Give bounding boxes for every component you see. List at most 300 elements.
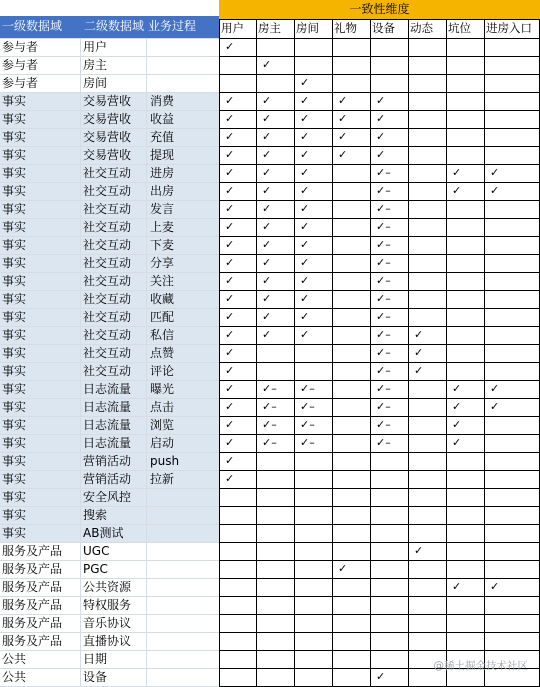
dim-mark (408, 38, 446, 56)
dim-mark (219, 56, 256, 74)
dim-mark (446, 200, 484, 218)
dim-mark (370, 614, 408, 632)
row-level1: 事实 (2, 112, 27, 126)
dim-mark (484, 416, 540, 434)
dim-mark: ✓– (376, 166, 391, 179)
dim-mark: ✓ (490, 184, 500, 197)
left-gridline (0, 578, 219, 579)
row-level2: 社交互动 (83, 292, 132, 306)
row-level2: 社交互动 (83, 238, 132, 252)
left-gridline (0, 56, 219, 57)
row-level2: PGC (83, 562, 108, 576)
dim-mark (446, 110, 484, 128)
left-gridline (0, 416, 219, 417)
dim-mark: ✓ (452, 418, 462, 431)
dim-mark: ✓– (376, 292, 391, 305)
dim-mark (219, 524, 256, 542)
dim-mark: ✓ (262, 256, 272, 269)
dim-mark (484, 470, 540, 488)
dim-mark (484, 434, 540, 452)
row-level1: 服务及产品 (2, 598, 63, 612)
dim-mark (294, 38, 332, 56)
row-level2: 用户 (83, 40, 108, 54)
dim-mark (219, 614, 256, 632)
row-level1: 事实 (2, 130, 27, 144)
dim-mark (408, 506, 446, 524)
dim-mark: ✓ (225, 148, 235, 161)
dim-mark (332, 74, 370, 92)
dim-mark (408, 272, 446, 290)
dim-mark: ✓ (262, 112, 272, 125)
dim-mark (484, 344, 540, 362)
row-level1: 事实 (2, 436, 27, 450)
dim-mark (446, 452, 484, 470)
left-header-band (0, 0, 219, 16)
row-level1: 事实 (2, 490, 27, 504)
row-process: 下麦 (150, 238, 175, 252)
row-level1: 服务及产品 (2, 544, 63, 558)
watermark: @稀土掘金技术社区 (433, 660, 528, 672)
row-level2: 社交互动 (83, 256, 132, 270)
row-level1: 服务及产品 (2, 580, 63, 594)
dim-mark (332, 290, 370, 308)
dim-header: 动态 (410, 21, 433, 35)
grid-hline (219, 308, 540, 309)
dim-mark (370, 596, 408, 614)
dim-mark (370, 632, 408, 650)
dim-mark: ✓ (225, 292, 235, 305)
dim-mark (446, 326, 484, 344)
left-gridline (0, 470, 219, 471)
grid-hline (219, 632, 540, 633)
dim-mark: ✓ (262, 238, 272, 251)
dim-mark (484, 488, 540, 506)
row-level2: 音乐协议 (83, 616, 132, 630)
dim-mark (408, 380, 446, 398)
row-process: 发言 (150, 202, 175, 216)
dim-mark (256, 452, 294, 470)
dim-mark (332, 434, 370, 452)
left-gridline (0, 614, 219, 615)
left-gridline (0, 290, 219, 291)
left-gridline (0, 542, 219, 543)
dim-mark: ✓– (376, 184, 391, 197)
dim-mark (294, 632, 332, 650)
left-gridline (0, 506, 219, 507)
dim-mark (408, 182, 446, 200)
dim-mark (484, 560, 540, 578)
dim-mark: ✓ (225, 328, 235, 341)
row-level1: 事实 (2, 94, 27, 108)
dim-header: 房间 (296, 21, 319, 35)
left-vline (146, 38, 147, 686)
row-process: 收藏 (150, 292, 175, 306)
row-level1: 事实 (2, 400, 27, 414)
dim-mark: ✓ (225, 310, 235, 323)
row-process (146, 596, 219, 614)
left-gridline (0, 650, 219, 651)
dim-mark: ✓ (300, 184, 310, 197)
dim-mark: ✓ (262, 310, 272, 323)
grid-hline (219, 164, 540, 165)
row-level1: 事实 (2, 274, 27, 288)
left-gridline (0, 380, 219, 381)
dim-mark (484, 614, 540, 632)
left-gridline (0, 434, 219, 435)
dim-mark (332, 452, 370, 470)
dim-mark (370, 488, 408, 506)
left-gridline (0, 218, 219, 219)
dim-mark (446, 596, 484, 614)
row-level1: 参与者 (2, 58, 39, 72)
dim-mark (370, 506, 408, 524)
dim-mark: ✓– (376, 328, 391, 341)
dim-mark: ✓ (376, 112, 386, 125)
row-level2: 社交互动 (83, 346, 132, 360)
left-gridline (0, 326, 219, 327)
left-gridline (0, 668, 219, 669)
header-col2: 二级数据域 (84, 19, 145, 33)
dim-mark (219, 632, 256, 650)
dim-mark: ✓ (225, 274, 235, 287)
dim-mark (256, 632, 294, 650)
dim-mark (446, 92, 484, 110)
dim-mark (408, 164, 446, 182)
dim-mark (256, 470, 294, 488)
dim-mark (408, 632, 446, 650)
dim-mark: ✓– (376, 220, 391, 233)
dim-mark (408, 488, 446, 506)
dim-mark: ✓ (414, 544, 424, 557)
left-gridline (0, 632, 219, 633)
dim-mark: ✓ (338, 94, 348, 107)
header-col3: 业务过程 (148, 19, 197, 33)
dim-mark: ✓ (225, 130, 235, 143)
dim-mark (484, 200, 540, 218)
dim-mark: ✓ (300, 130, 310, 143)
grid-hline (219, 578, 540, 579)
row-level1: 事实 (2, 256, 27, 270)
dim-mark (484, 308, 540, 326)
row-level1: 事实 (2, 418, 27, 432)
dim-mark (446, 290, 484, 308)
dim-mark: ✓– (376, 346, 391, 359)
grid-hline (219, 650, 540, 651)
row-process: 曝光 (150, 382, 175, 396)
left-gridline (0, 200, 219, 201)
dim-mark (408, 290, 446, 308)
dim-mark: ✓– (262, 436, 277, 449)
dim-mark: ✓– (300, 382, 315, 395)
dim-mark: ✓ (225, 364, 235, 377)
row-level1: 公共 (2, 652, 27, 666)
dim-mark: ✓ (300, 292, 310, 305)
dim-mark: ✓ (262, 94, 272, 107)
dim-mark (332, 272, 370, 290)
dim-mark (256, 542, 294, 560)
row-process: 关注 (150, 274, 175, 288)
dim-mark: ✓ (225, 454, 235, 467)
dim-mark (294, 560, 332, 578)
dim-mark (484, 542, 540, 560)
dim-mark (256, 488, 294, 506)
dim-mark: ✓ (452, 436, 462, 449)
dim-mark (446, 38, 484, 56)
dim-mark (256, 578, 294, 596)
left-gridline (0, 74, 219, 75)
left-gridline (0, 272, 219, 273)
dim-mark (332, 380, 370, 398)
dim-mark (484, 524, 540, 542)
grid-vline (408, 19, 409, 686)
dim-mark: ✓– (376, 202, 391, 215)
dim-mark (408, 236, 446, 254)
dim-mark: ✓– (376, 238, 391, 251)
left-gridline (0, 362, 219, 363)
row-level1: 事实 (2, 328, 27, 342)
dim-mark: ✓ (452, 580, 462, 593)
dim-mark (256, 650, 294, 668)
row-process (146, 632, 219, 650)
row-process: 点赞 (150, 346, 175, 360)
row-level2: 交易营收 (83, 112, 132, 126)
grid-hline (219, 524, 540, 525)
dim-mark: ✓– (376, 310, 391, 323)
row-level1: 事实 (2, 364, 27, 378)
dim-mark (408, 92, 446, 110)
grid-vline (484, 19, 485, 686)
row-process (146, 650, 219, 668)
row-process (146, 74, 219, 92)
dim-header: 房主 (258, 21, 281, 35)
row-process: 分享 (150, 256, 175, 270)
row-process: 拉新 (150, 472, 175, 486)
dim-mark (332, 470, 370, 488)
dim-mark (408, 452, 446, 470)
dim-mark: ✓ (452, 382, 462, 395)
left-gridline (0, 344, 219, 345)
grid-vline (294, 19, 295, 686)
row-process (146, 506, 219, 524)
dim-mark (408, 596, 446, 614)
dim-mark: ✓ (262, 220, 272, 233)
row-level2: 日志流量 (83, 436, 132, 450)
left-gridline (0, 146, 219, 147)
row-level1: 事实 (2, 148, 27, 162)
grid-hline (219, 596, 540, 597)
left-gridline (0, 308, 219, 309)
row-process: 评论 (150, 364, 175, 378)
dim-mark: ✓ (300, 238, 310, 251)
dim-mark (332, 362, 370, 380)
row-level1: 事实 (2, 472, 27, 486)
dim-mark (219, 650, 256, 668)
dim-mark: ✓ (300, 256, 310, 269)
row-level2: 公共资源 (83, 580, 132, 594)
left-gridline (0, 128, 219, 129)
dim-mark: ✓– (262, 382, 277, 395)
dim-mark (332, 578, 370, 596)
dim-mark (219, 506, 256, 524)
dim-mark (370, 524, 408, 542)
row-level1: 事实 (2, 382, 27, 396)
dim-mark (294, 614, 332, 632)
dim-mark: ✓ (225, 166, 235, 179)
dim-mark: ✓ (225, 400, 235, 413)
dim-mark: ✓ (225, 112, 235, 125)
dim-mark: ✓ (262, 166, 272, 179)
dim-mark: ✓ (225, 346, 235, 359)
dim-mark: ✓– (262, 400, 277, 413)
grid-hline (219, 182, 540, 183)
dim-mark: ✓– (300, 400, 315, 413)
row-level1: 参与者 (2, 40, 39, 54)
row-level2: UGC (83, 544, 110, 558)
row-process: 点击 (150, 400, 175, 414)
dim-mark: ✓ (300, 220, 310, 233)
row-level1: 事实 (2, 508, 27, 522)
dim-mark (219, 74, 256, 92)
dim-mark (294, 362, 332, 380)
left-gridline (0, 398, 219, 399)
row-process (146, 578, 219, 596)
row-level1: 服务及产品 (2, 634, 63, 648)
dim-mark (332, 164, 370, 182)
row-level1: 服务及产品 (2, 616, 63, 630)
dim-mark: ✓ (338, 112, 348, 125)
dim-mark (446, 254, 484, 272)
dim-mark (408, 578, 446, 596)
dim-mark (294, 56, 332, 74)
grid-hline (219, 146, 540, 147)
row-process: 提现 (150, 148, 175, 162)
row-level2: 社交互动 (83, 220, 132, 234)
dim-mark (332, 596, 370, 614)
dim-mark (332, 488, 370, 506)
dim-mark: ✓ (225, 220, 235, 233)
dim-mark: ✓ (225, 256, 235, 269)
grid-hline (219, 272, 540, 273)
row-process: 消费 (150, 94, 175, 108)
dim-mark: ✓ (300, 274, 310, 287)
left-vline (80, 38, 81, 686)
row-level2: AB测试 (83, 526, 124, 540)
dim-mark: ✓ (300, 94, 310, 107)
dim-mark: ✓ (490, 166, 500, 179)
row-process (146, 38, 219, 56)
grid-hline (219, 326, 540, 327)
dim-mark (370, 38, 408, 56)
dim-mark (370, 56, 408, 74)
grid-hline (219, 92, 540, 93)
dim-mark: ✓– (376, 418, 391, 431)
dim-mark: ✓ (300, 148, 310, 161)
dim-mark (370, 650, 408, 668)
row-level2: 日期 (83, 652, 108, 666)
grid-hline (219, 56, 540, 57)
dim-mark (294, 524, 332, 542)
row-process: 出房 (150, 184, 175, 198)
dim-mark: ✓– (300, 436, 315, 449)
row-level1: 公共 (2, 670, 27, 684)
header-col1: 一级数据域 (2, 19, 63, 33)
left-gridline (0, 38, 219, 39)
dim-mark (294, 452, 332, 470)
dim-mark (219, 596, 256, 614)
dim-mark: ✓ (414, 328, 424, 341)
dim-mark (294, 668, 332, 686)
row-level2: 交易营收 (83, 148, 132, 162)
dim-mark: ✓ (490, 580, 500, 593)
dim-mark: ✓ (262, 130, 272, 143)
row-process: 充值 (150, 130, 175, 144)
dim-mark (294, 506, 332, 524)
dim-mark (446, 308, 484, 326)
row-level1: 事实 (2, 202, 27, 216)
dim-mark (484, 38, 540, 56)
row-level2: 社交互动 (83, 328, 132, 342)
row-level2: 营销活动 (83, 472, 132, 486)
dim-mark (219, 560, 256, 578)
row-process (146, 542, 219, 560)
row-level2: 交易营收 (83, 130, 132, 144)
row-level1: 服务及产品 (2, 562, 63, 576)
grid-hline (219, 344, 540, 345)
dim-mark (446, 272, 484, 290)
row-level2: 社交互动 (83, 166, 132, 180)
row-level2: 社交互动 (83, 310, 132, 324)
grid-hline (219, 470, 540, 471)
dim-mark: ✓ (262, 148, 272, 161)
dim-mark (256, 38, 294, 56)
dim-mark (408, 110, 446, 128)
dim-mark: ✓ (338, 130, 348, 143)
dim-mark: ✓– (376, 256, 391, 269)
dim-mark (332, 308, 370, 326)
dim-mark (332, 218, 370, 236)
dim-mark: ✓ (300, 202, 310, 215)
dim-mark: ✓ (452, 184, 462, 197)
dim-mark (332, 326, 370, 344)
row-level2: 特权服务 (83, 598, 132, 612)
grid-vline (332, 19, 333, 686)
row-level2: 日志流量 (83, 400, 132, 414)
left-gridline (0, 254, 219, 255)
left-gridline (0, 92, 219, 93)
dim-mark: ✓ (225, 382, 235, 395)
dim-mark (332, 56, 370, 74)
dim-header: 用户 (221, 21, 244, 35)
dim-mark (484, 596, 540, 614)
dim-mark (408, 308, 446, 326)
row-process (146, 668, 219, 686)
row-level1: 事实 (2, 184, 27, 198)
left-gridline (0, 110, 219, 111)
dim-mark (446, 614, 484, 632)
left-gridline (0, 524, 219, 525)
row-level1: 事实 (2, 238, 27, 252)
grid-hline (219, 74, 540, 75)
row-level1: 事实 (2, 220, 27, 234)
dim-mark (332, 632, 370, 650)
dim-mark (446, 542, 484, 560)
dim-mark (446, 560, 484, 578)
dim-mark: ✓– (262, 418, 277, 431)
grid-hline (219, 488, 540, 489)
dim-mark (484, 254, 540, 272)
row-level2: 社交互动 (83, 184, 132, 198)
grid-hline (219, 542, 540, 543)
